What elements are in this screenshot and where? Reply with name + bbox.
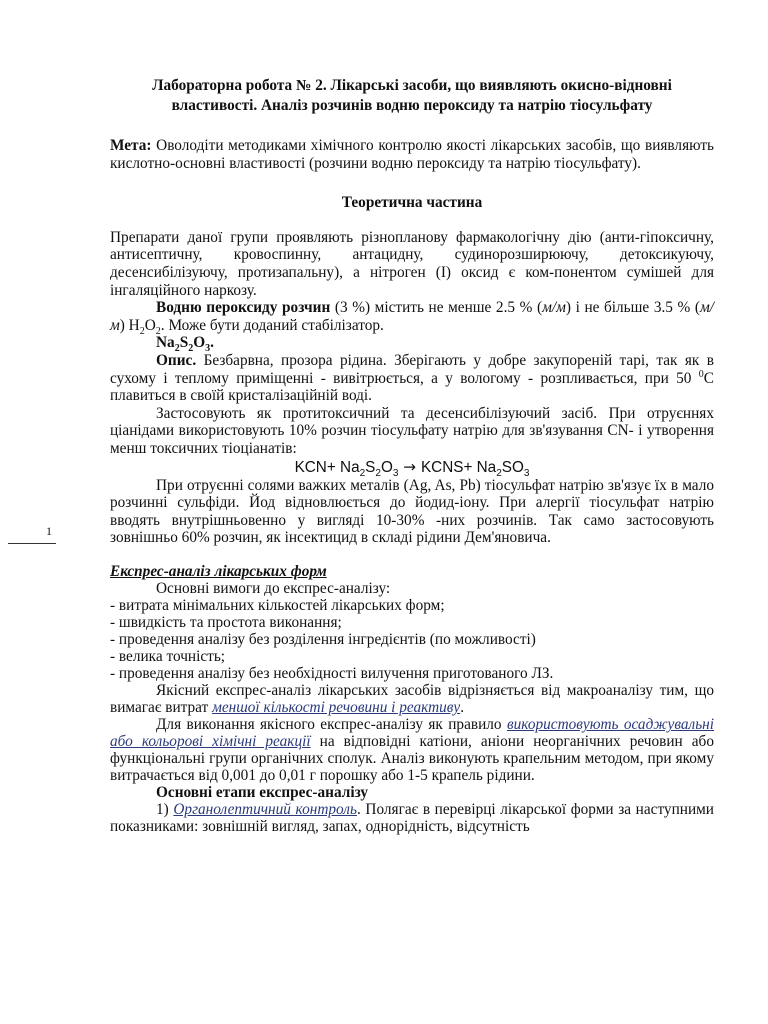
document-title: Лабораторна робота № 2. Лікарські засоби, що виявляють окисно-відновні властивості. Аналіз розчинів водню пероксиду та натрію тіосульфату — [152, 77, 672, 114]
requirement-item: - швидкість та простота виконання; — [110, 614, 342, 632]
express-heading — [110, 563, 714, 581]
qualitative-text-a: Якісний експрес-аналіз лікарських засобів відрізняється від макроаналізу тим, що вимагає витрат — [110, 682, 714, 717]
h2o2-sub-1: 2 — [139, 325, 145, 337]
aim-text: Оволодіти методиками хімічного контролю якості лікарських засобів, що виявляють кислотно-основні властивості (розчини водню пероксиду та натрію тіосульфату). — [110, 137, 714, 172]
eq-sub-a: 2 — [359, 467, 366, 479]
document-page — [110, 76, 714, 835]
h2o2-unit-1: м/м — [542, 299, 566, 317]
stage-1-paragraph — [110, 801, 714, 835]
theory-paragraph-1: Препарати даної групи проявляють різнопланову фармакологічну дію (анти-гіпоксичну, антисептичну, кровоспинну, антацидну, судинорозширюючу, детоксикуючу, десенсибілізуючу, протизапальну), а нітроген (I) оксид є ком-понентом сумішей для інгаляційного наркозу. — [110, 228, 714, 299]
requirement-item: - витрата мінімальних кількостей лікарських форм; — [110, 597, 445, 615]
stage-1-link[interactable]: Органолептичний контроль — [173, 801, 357, 819]
qualitative-text-b: . — [460, 699, 465, 717]
qualitative-link[interactable]: меншої кількості речовини і реактиву — [212, 699, 461, 717]
h2o2-text-d: O — [144, 316, 156, 334]
h2o2-text-a: (3 %) містить не менше 2.5 % ( — [330, 299, 543, 317]
reaction-equation — [110, 458, 714, 477]
eq-part-a: KCN+ Na — [294, 458, 360, 476]
description-text-b: С плавиться в своїй кристалізаційній воді. — [110, 369, 714, 405]
h2o2-text-b: ) і не більше 3.5 % ( — [565, 299, 700, 317]
h2o2-bold-term: Водню пероксиду розчин — [156, 299, 331, 317]
eq-part-c: O — [380, 458, 393, 476]
qualitative-paragraph — [110, 682, 714, 716]
page-number: 1 — [46, 524, 52, 538]
eq-part-e: SO — [501, 458, 524, 476]
h2o2-text-c: ) H — [119, 316, 140, 334]
description-text-a: Безбарвна, прозора рідина. Зберігають у добре закупореній тарі, так як в сухому і теплому приміщенні - вивітрюється, а у вологому - розпливається, при 50 — [110, 351, 714, 387]
h2o2-sub-2: 2 — [155, 325, 161, 337]
h2o2-paragraph — [110, 299, 715, 337]
margin-rule — [8, 543, 56, 544]
formula-o: O — [193, 334, 206, 352]
formula-sub-1: 2 — [174, 343, 180, 355]
h2o2-unit-2: м/м — [110, 299, 715, 334]
eq-sub-b: 2 — [375, 467, 381, 479]
formula-dot: . — [210, 334, 214, 352]
requirement-item: - велика точність; — [110, 648, 226, 666]
eq-arrow: → — [398, 457, 421, 476]
formula-sub-3: 3 — [205, 343, 211, 355]
na2s2o3-formula — [110, 334, 714, 355]
eq-sub-e: 3 — [523, 467, 530, 479]
execution-text-b: на відповідні катіони, аніони неорганічних речовин або функціональні групи органічних сполук. Аналіз виконують крапельним методом, при якому витрачається від 0,001 до 0,01 г порошку або 1-5 крапель рідини. — [110, 733, 714, 785]
use-paragraph: Застосовують як протитоксичний та десенсибілізуючий засіб. При отруєннях ціанідами використовують 10% розчин тіосульфату натрію для зв'язування CN- і утворення менш токсичних тіоціанатів: — [110, 404, 714, 457]
h2o2-text-e: . Може бути доданий стабілізатор. — [160, 316, 384, 334]
eq-part-d: KCNS+ Na — [420, 458, 497, 476]
eq-sub-d: 2 — [496, 467, 502, 479]
requirement-item: - проведення аналізу без розділення інгредієнтів (по можливості) — [110, 631, 536, 649]
theory-heading: Теоретична частина — [341, 194, 483, 212]
execution-link[interactable]: використовують осаджувальні або кольорові хімічні реакції — [110, 716, 714, 751]
eq-sub-c: 3 — [392, 467, 399, 479]
stage-1-number: 1) — [156, 801, 174, 819]
execution-paragraph — [110, 716, 714, 784]
degree-sup: 0 — [698, 368, 704, 380]
description-paragraph — [110, 352, 714, 405]
metals-paragraph: При отруєнні солями важких металів (Ag, As, Pb) тіосульфат натрію зв'язує їх в мало розчинні сульфіди. Йод відновлюється до йодид-іону. При алергії тіосульфат натрію вводять внутрішньовенно у вигляді 10-30% -них розчинів. Так само застосовують зовнішньо 60% розчин, як інсектицид в складі рідини Дем'яновича. — [110, 476, 714, 547]
formula-sub-2: 2 — [188, 343, 194, 355]
eq-part-b: S — [365, 458, 376, 476]
aim-label: Мета: — [110, 137, 152, 154]
formula-na: Na — [156, 334, 175, 352]
stages-heading: Основні етапи експрес-аналізу — [156, 784, 369, 802]
description-label: Опис. — [156, 351, 197, 369]
express-heading-text: Експрес-аналіз лікарських форм — [110, 562, 327, 580]
requirement-item: - проведення аналізу без необхідності вилучення приготованого ЛЗ. — [110, 665, 554, 683]
formula-s: S — [179, 334, 189, 352]
requirements-intro: Основні вимоги до експрес-аналізу: — [156, 580, 391, 598]
execution-text-a: Для виконання якісного експрес-аналізу як правило — [156, 716, 507, 734]
stage-1-text: . Полягає в перевірці лікарської форми за наступними показниками: зовнішній вигляд, запах, однорідність, відсутність — [110, 801, 714, 836]
requirements-block — [110, 580, 714, 835]
aim-paragraph — [110, 137, 714, 172]
